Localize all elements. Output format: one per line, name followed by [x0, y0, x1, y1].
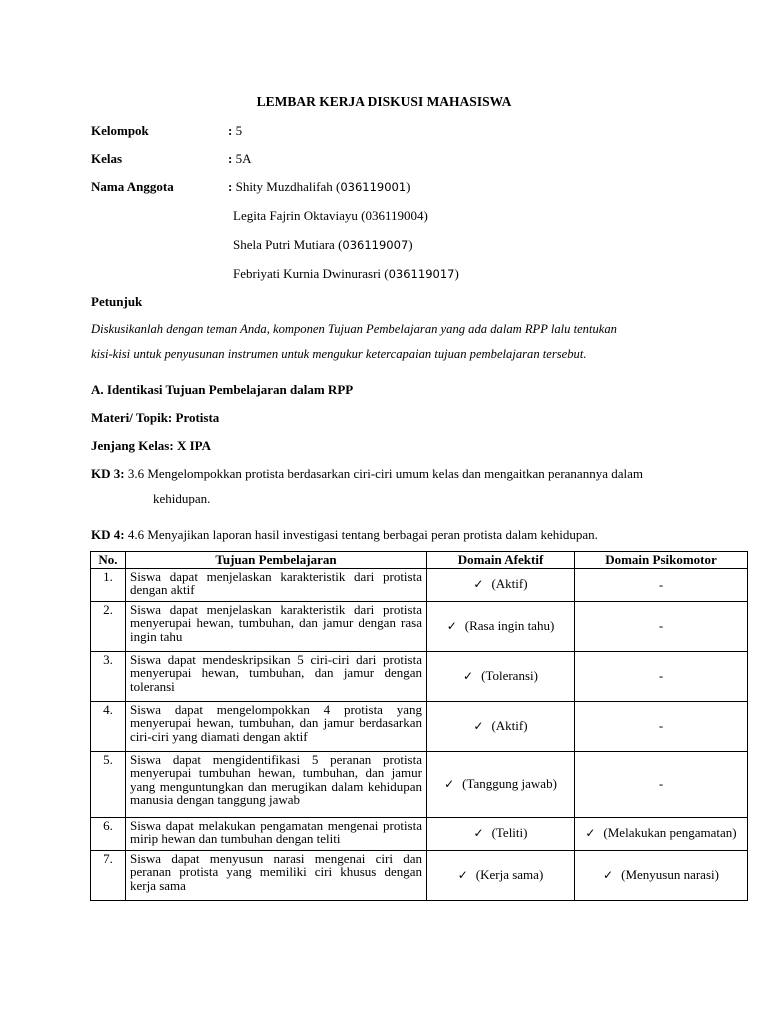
table-row	[91, 850, 748, 900]
kelas-value: : 5A	[228, 151, 252, 166]
table-row	[91, 701, 748, 751]
row-tujuan: Siswa dapat menjelaskan karakteristik dari protista menyerupai hewan, tumbuhan, dan jamur dengan rasa ingin tahu	[126, 601, 427, 651]
table-row	[91, 568, 748, 601]
checkmark-icon: ✓	[463, 668, 474, 683]
row-psikomotor: -	[575, 701, 748, 751]
header-psikomotor: Domain Psikomotor	[575, 552, 748, 569]
row-tujuan: Siswa dapat menyusun narasi mengenai ciri dan peranan protista yang memiliki ciri khusus dengan kerja sama	[126, 850, 427, 900]
row-afektif: ✓ (Toleransi)	[427, 651, 575, 701]
header-no: No.	[91, 552, 126, 569]
row-psikomotor: -	[575, 601, 748, 651]
petunjuk-line-1: Diskusikanlah dengan teman Anda, komponen Tujuan Pembelajaran yang ada dalam RPP lalu tentukan	[91, 322, 617, 336]
table-header-row	[91, 552, 748, 569]
row-no: 5.	[91, 751, 126, 817]
tujuan-table	[90, 551, 748, 901]
kelompok-value: : 5	[228, 123, 243, 138]
member-2: Legita Fajrin Oktaviayu (036119004)	[233, 208, 428, 223]
nama-anggota-label: Nama Anggota	[91, 179, 174, 194]
checkmark-icon: ✓	[473, 826, 484, 841]
table-row	[91, 817, 748, 850]
row-tujuan: Siswa dapat mengidentifikasi 5 peranan protista menyerupai tumbuhan hewan, tumbuhan, dan jamur yang menguntungkan dan merugikan dalam kehidupan manusia dengan tanggung jawab	[126, 751, 427, 817]
row-psikomotor: ✓ (Menyusun narasi)	[575, 850, 748, 900]
row-psikomotor: ✓ (Melakukan pengamatan)	[575, 817, 748, 850]
row-psikomotor: -	[575, 568, 748, 601]
kd3-line-1: KD 3: 3.6 Mengelompokkan protista berdasarkan ciri-ciri umum kelas dan mengaitkan peranannya dalam	[91, 466, 643, 481]
row-afektif: ✓ (Kerja sama)	[427, 850, 575, 900]
row-tujuan: Siswa dapat menjelaskan karakteristik dari protista dengan aktif	[126, 568, 427, 601]
row-tujuan: Siswa dapat melakukan pengamatan mengenai protista mirip hewan dan tumbuhan dengan teliti	[126, 817, 427, 850]
row-psikomotor: -	[575, 751, 748, 817]
row-no: 2.	[91, 601, 126, 651]
checkmark-icon: ✓	[473, 718, 484, 733]
row-afektif: ✓ (Rasa ingin tahu)	[427, 601, 575, 651]
row-psikomotor: -	[575, 651, 748, 701]
table-row	[91, 651, 748, 701]
header-tujuan: Tujuan Pembelajaran	[126, 552, 427, 569]
row-afektif: ✓ (Aktif)	[427, 701, 575, 751]
row-no: 3.	[91, 651, 126, 701]
jenjang-kelas: Jenjang Kelas: X IPA	[91, 438, 212, 453]
checkmark-icon: ✓	[446, 618, 457, 633]
row-no: 1.	[91, 568, 126, 601]
checkmark-icon: ✓	[603, 867, 614, 882]
checkmark-icon: ✓	[473, 577, 484, 592]
row-tujuan: Siswa dapat mendeskripsikan 5 ciri-ciri dari protista menyerupai hewan, tumbuhan, dan jamur dengan toleransi	[126, 651, 427, 701]
petunjuk-line-2: kisi-kisi untuk penyusunan instrumen untuk mengukur ketercapaian tujuan pembelajaran tersebut.	[91, 347, 587, 361]
checkmark-icon: ✓	[585, 826, 596, 841]
member-1: : Shity Muzdhalifah (036119001)	[228, 179, 411, 194]
row-afektif: ✓ (Aktif)	[427, 568, 575, 601]
petunjuk-heading: Petunjuk	[91, 294, 143, 309]
row-tujuan: Siswa dapat mengelompokkan 4 protista yang menyerupai hewan, tumbuhan, dan jamur berdasarkan ciri-ciri yang diamati dengan aktif	[126, 701, 427, 751]
row-no: 7.	[91, 850, 126, 900]
member-4: Febriyati Kurnia Dwinurasri (036119017)	[233, 266, 459, 281]
kelompok-label: Kelompok	[91, 123, 149, 138]
kelas-label: Kelas	[91, 151, 123, 166]
page-title: LEMBAR KERJA DISKUSI MAHASISWA	[256, 94, 512, 109]
row-no: 4.	[91, 701, 126, 751]
member-3: Shela Putri Mutiara (036119007)	[233, 237, 413, 252]
kd4-text: KD 4: 4.6 Menyajikan laporan hasil investigasi tentang berbagai peran protista dalam kehidupan.	[91, 527, 598, 542]
row-afektif: ✓ (Tanggung jawab)	[427, 751, 575, 817]
table-row	[91, 751, 748, 817]
table-row	[91, 601, 748, 651]
materi-topik: Materi/ Topik: Protista	[91, 410, 220, 425]
checkmark-icon: ✓	[457, 867, 468, 882]
checkmark-icon: ✓	[444, 776, 455, 791]
row-no: 6.	[91, 817, 126, 850]
header-afektif: Domain Afektif	[427, 552, 575, 569]
row-afektif: ✓ (Teliti)	[427, 817, 575, 850]
section-a-heading: A. Identikasi Tujuan Pembelajaran dalam RPP	[91, 382, 354, 397]
kd3-line-2: kehidupan.	[153, 491, 211, 506]
